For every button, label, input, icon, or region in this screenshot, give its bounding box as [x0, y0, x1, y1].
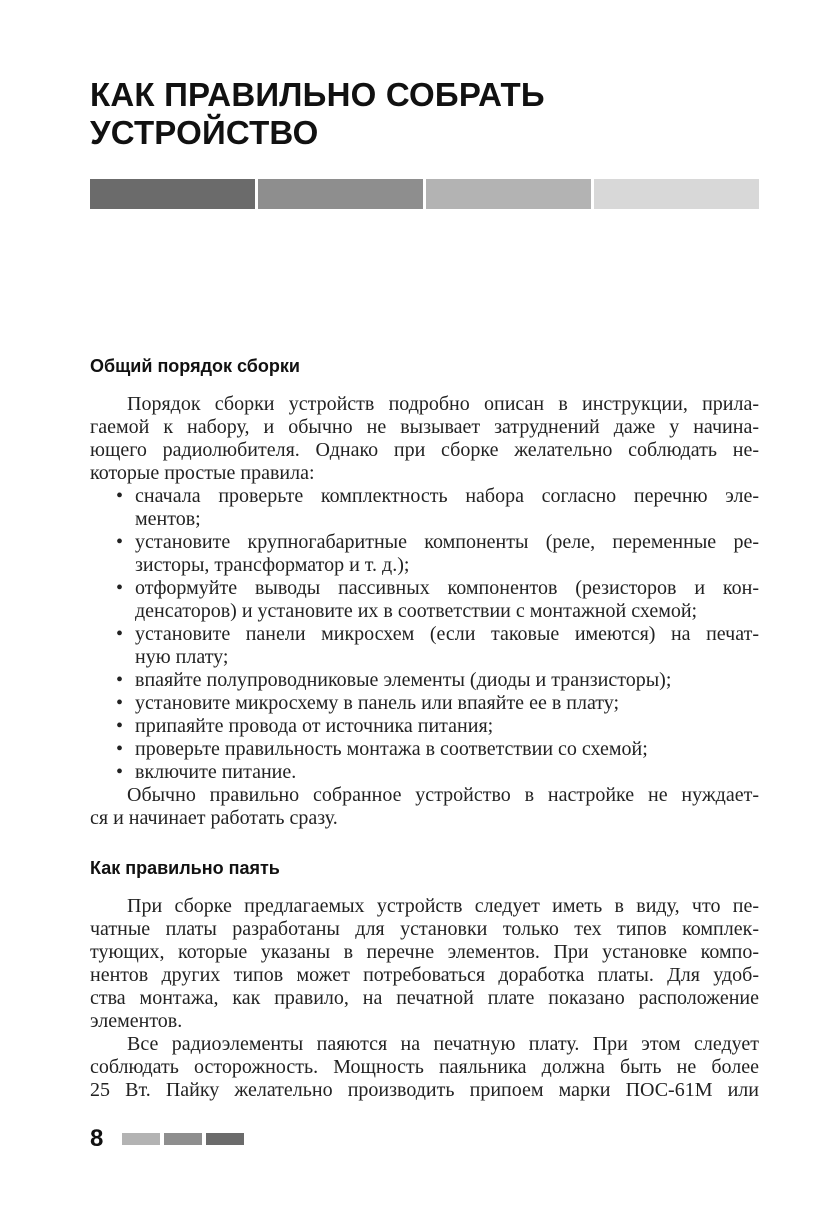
paragraph-line [90, 807, 759, 830]
bullet-icon: • [116, 761, 124, 783]
footer-bar [164, 1133, 202, 1145]
chapter-title-line: КАК ПРАВИЛЬНО СОБРАТЬ [90, 76, 545, 113]
text-line: Порядок сборки устройств подробно описан в инструкции, прила- [127, 393, 759, 415]
text-line: элементов. [90, 1010, 183, 1032]
paragraph-line [90, 784, 759, 807]
text-line: тующих, которые указаны в перечне элементов. При установке компо- [90, 941, 759, 963]
bullet-item-line [90, 692, 759, 715]
paragraph-line [90, 462, 759, 485]
bullet-item-line [90, 623, 759, 646]
text-line: Обычно правильно собранное устройство в настройке не нуждает- [127, 784, 759, 806]
text-line: чатные платы разработаны для установки только тех типов комплек- [90, 918, 759, 940]
chapter-title [90, 76, 545, 152]
bullet-item-line [90, 715, 759, 738]
bullet-icon: • [116, 715, 124, 737]
text-line: припаяйте провода от источника питания; [135, 715, 494, 737]
page-number: 8 [90, 1125, 104, 1152]
text-line: включите питание. [135, 761, 297, 783]
text-line: ную плату; [135, 646, 229, 668]
bullet-icon: • [116, 577, 124, 599]
bullet-icon: • [116, 692, 124, 714]
text-line: соблюдать осторожность. Мощность паяльника должна быть не более [90, 1056, 759, 1078]
paragraph-line [90, 1056, 759, 1079]
paragraph-line [90, 439, 759, 462]
paragraph-line [90, 1033, 759, 1056]
text-line: впаяйте полупроводниковые элементы (диоды и транзисторы); [135, 669, 672, 691]
text-line: гаемой к набору, и обычно не вызывает затруднений даже у начина- [90, 416, 759, 438]
bullet-icon: • [116, 738, 124, 760]
bullet-item-line [90, 646, 759, 669]
bullet-item-line [90, 669, 759, 692]
bullet-item-line [90, 738, 759, 761]
text-line: сначала проверьте комплектность набора согласно перечню эле- [135, 485, 759, 507]
bullet-item-line [90, 554, 759, 577]
paragraph-line [90, 895, 759, 918]
bullet-item-line [90, 508, 759, 531]
paragraph-line [90, 393, 759, 416]
page-footer [90, 1125, 248, 1153]
bullet-item-line [90, 531, 759, 554]
bullet-icon: • [116, 623, 124, 645]
paragraph-line [90, 964, 759, 987]
paragraph-line [90, 416, 759, 439]
section-body [90, 895, 759, 1102]
section-heading: Общий порядок сборки [90, 356, 300, 376]
section-heading: Как правильно паять [90, 858, 280, 878]
text-line: ющего радиолюбителя. Однако при сборке желательно соблюдать не- [90, 439, 759, 461]
text-line: денсаторов) и установите их в соответствии с монтажной схемой; [135, 600, 698, 622]
text-line: ментов; [135, 508, 201, 530]
text-line: ся и начинает работать сразу. [90, 807, 338, 829]
text-line: установите микросхему в панель или впаяйте ее в плату; [135, 692, 620, 714]
bullet-item-line [90, 485, 759, 508]
paragraph-line [90, 1079, 759, 1102]
paragraph-line [90, 941, 759, 964]
text-line: установите крупногабаритные компоненты (реле, переменные ре- [135, 531, 759, 553]
text-line: Все радиоэлементы паяются на печатную плату. При этом следует [127, 1033, 759, 1055]
bar-segment [258, 179, 423, 209]
bullet-item-line [90, 600, 759, 623]
text-line: установите панели микросхем (если таковые имеются) на печат- [135, 623, 759, 645]
paragraph-line [90, 918, 759, 941]
bullet-icon: • [116, 531, 124, 553]
text-line: отформуйте выводы пассивных компонентов (резисторов и кон- [135, 577, 759, 599]
paragraph-line [90, 987, 759, 1010]
bullet-item-line [90, 577, 759, 600]
footer-bar [206, 1133, 244, 1145]
bar-segment [594, 179, 759, 209]
section-body [90, 393, 759, 830]
text-line: зисторы, трансформатор и т. д.); [135, 554, 410, 576]
bullet-icon: • [116, 485, 124, 507]
text-line: При сборке предлагаемых устройств следует иметь в виду, что пе- [127, 895, 759, 917]
paragraph-line [90, 1010, 759, 1033]
text-line: ства монтажа, как правило, на печатной плате показано расположение [90, 987, 759, 1009]
text-line: проверьте правильность монтажа в соответствии со схемой; [135, 738, 648, 760]
bullet-icon: • [116, 669, 124, 691]
bar-segment [90, 179, 255, 209]
text-line: нентов других типов может потребоваться доработка платы. Для удоб- [90, 964, 759, 986]
text-line: которые простые правила: [90, 462, 315, 484]
text-line: 25 Вт. Пайку желательно производить припоем марки ПОС-61М или [90, 1079, 759, 1101]
chapter-title-line: УСТРОЙСТВО [90, 114, 319, 151]
bar-segment [426, 179, 591, 209]
footer-bar [122, 1133, 160, 1145]
decorative-bar-strip [90, 179, 759, 209]
bullet-item-line [90, 761, 759, 784]
